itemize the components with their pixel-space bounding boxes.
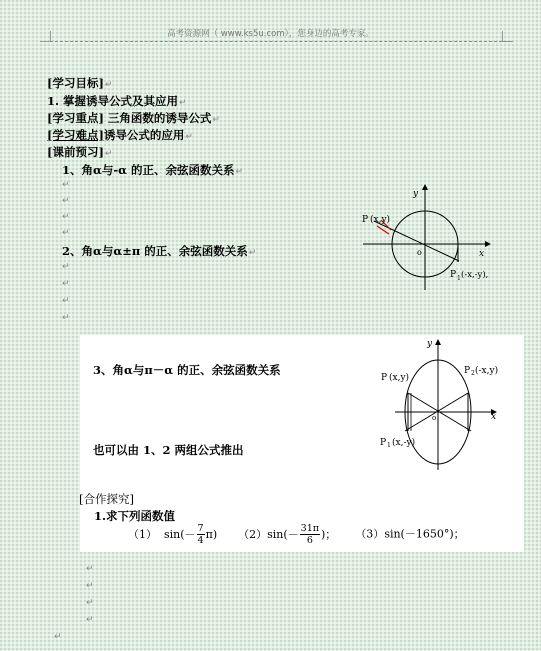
point-p-label: P <box>362 215 369 225</box>
pasted-panel <box>80 335 524 552</box>
y-axis-arrow <box>435 339 441 345</box>
point-p-label: P <box>381 373 388 383</box>
origin-label: o <box>432 414 437 422</box>
y-axis-arrow <box>422 184 428 190</box>
point-p-coords: (x,y) <box>389 373 410 383</box>
example-1: （1） sin(－ $\frac{7}{4}$ π) <box>128 523 218 546</box>
item-1: 1、角α与-α 的正、余弦函数关系↵ <box>62 163 244 177</box>
point-p1-label: P <box>450 270 457 280</box>
question-1: 1.求下列函数值 <box>94 509 176 523</box>
paragraph-mark: ↵ <box>62 262 70 272</box>
unit-circle-figure-2 <box>375 335 510 475</box>
paragraph-mark: ↵ <box>62 180 70 190</box>
point-p1-coords: (x,-y) <box>392 438 416 448</box>
unit-circle-figure-1 <box>355 180 505 290</box>
paragraph-mark: ↵ <box>86 564 94 574</box>
paragraph-mark: ↵ <box>86 581 94 591</box>
point-p-coords: (x,y) <box>370 215 391 225</box>
point-p2-sub: 2 <box>471 370 475 377</box>
x-axis-label: x <box>479 249 485 259</box>
point-p2-coords: (-x,y) <box>475 366 499 376</box>
paragraph-mark: ↵ <box>86 615 94 625</box>
explore-title: [合作探究] <box>79 492 134 506</box>
y-axis-label: y <box>427 339 433 349</box>
header-rule <box>50 41 512 42</box>
paragraph-mark: ↵ <box>62 212 70 222</box>
difficulty-line: [学习难点]诱导公式的应用↵ <box>47 128 193 142</box>
paragraph-mark: ↵ <box>62 313 70 323</box>
y-axis-label: y <box>413 189 419 199</box>
x-axis-arrow <box>485 241 491 247</box>
item-2: 2、角α与α±π 的正、余弦函数关系↵ <box>62 244 257 258</box>
x-axis-label: x <box>491 412 497 422</box>
example-row <box>128 523 465 546</box>
paragraph-mark: ↵ <box>86 598 94 608</box>
derive-note: 也可以由 1、2 两组公式推出 <box>93 443 244 457</box>
item-3: 3、角α与π－α 的正、余弦函数关系 <box>93 363 281 377</box>
paragraph-mark: ↵ <box>62 279 70 289</box>
preview-title: [课前预习]↵ <box>47 145 113 159</box>
example-2: （2）sin(－ $\frac{31\pi}{6}$ )； <box>238 523 337 546</box>
paragraph-mark: ↵ <box>62 296 70 306</box>
key-point: [学习重点] 三角函数的诱导公式↵ <box>47 111 220 125</box>
point-p1-sub: 1 <box>387 442 391 449</box>
paragraph-mark: ↵ <box>62 228 70 238</box>
point-p1-label: P <box>380 438 387 448</box>
point-p2-label: P <box>464 366 471 376</box>
origin-label: o <box>417 248 422 257</box>
point-p1-coords: (-x,-y), <box>461 270 489 280</box>
goal-title: [学习目标]↵ <box>47 76 113 90</box>
page-header: 高考资源网（ www.ks5u.com），您身边的高考专家。 <box>167 29 374 39</box>
point-p1-sub: 1 <box>457 275 461 282</box>
example-3: （3）sin(－1650°)； <box>355 527 465 541</box>
goal-item: 1. 掌握诱导公式及其应用↵ <box>47 94 187 108</box>
paragraph-mark: ↵ <box>54 632 62 642</box>
paragraph-mark: ↵ <box>62 196 70 206</box>
